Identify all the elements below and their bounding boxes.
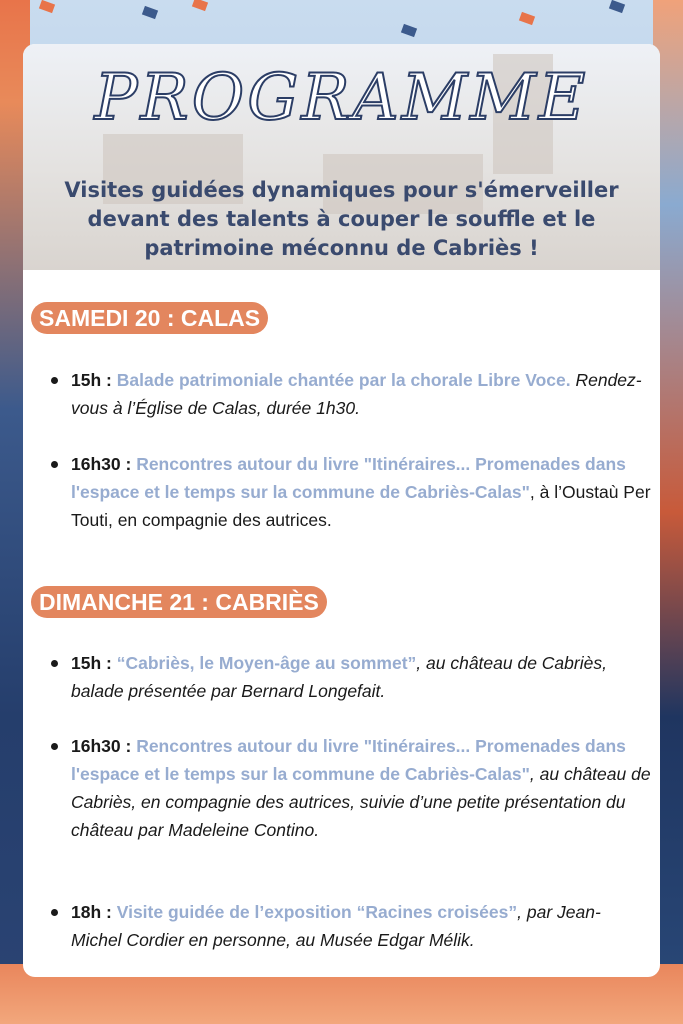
- confetti-shape: [39, 0, 55, 13]
- event-title-link[interactable]: Balade patrimoniale chantée par la chorale Libre Voce.: [116, 370, 571, 390]
- bullet-icon: [51, 377, 58, 384]
- hero-banner: [23, 44, 660, 270]
- event-detail: Rendez-vous à l’Église de Calas, durée 1h30.: [71, 370, 642, 418]
- event-detail: , au château de Cabriès, en compagnie des autrices, suivie d’une petite présentation du château par Madeleine Contino.: [71, 764, 651, 840]
- confetti-shape: [401, 24, 417, 37]
- day-badge-saturday: SAMEDI 20 : CALAS: [31, 302, 268, 334]
- event-time: 15h :: [71, 370, 112, 390]
- event-time: 18h :: [71, 902, 112, 922]
- bullet-icon: [51, 461, 58, 468]
- programme-card: [23, 44, 660, 977]
- event-title-link[interactable]: Rencontres autour du livre "Itinéraires... Promenades dans l'espace et le temps sur la commune de Cabriès-Calas": [71, 736, 626, 784]
- confetti-shape: [609, 0, 625, 13]
- event-title-link[interactable]: Rencontres autour du livre "Itinéraires... Promenades dans l'espace et le temps sur la commune de Cabriès-Calas": [71, 454, 626, 502]
- event-item: [71, 366, 651, 422]
- event-detail: , à l’Oustaù Per Touti, en compagnie des autrices.: [71, 482, 651, 530]
- event-time: 15h :: [71, 653, 112, 673]
- page-title: PROGRAMME: [94, 61, 589, 135]
- bullet-icon: [51, 909, 58, 916]
- day-badge-sunday: DIMANCHE 21 : CABRIÈS: [31, 586, 327, 618]
- bullet-icon: [51, 660, 58, 667]
- event-item: [71, 649, 651, 705]
- bullet-icon: [51, 743, 58, 750]
- event-item: [71, 898, 651, 954]
- event-title-link[interactable]: Visite guidée de l’exposition “Racines croisées”: [116, 902, 518, 922]
- event-detail: , au château de Cabriès, balade présentée par Bernard Longefait.: [71, 653, 607, 701]
- confetti-shape: [192, 0, 208, 11]
- confetti-shape: [142, 6, 158, 19]
- confetti-shape: [519, 12, 535, 25]
- event-item: [71, 732, 651, 844]
- page-subtitle: Visites guidées dynamiques pour s'émerveiller devant des talents à couper le souffle et le patrimoine méconnu de Cabriès !: [64, 178, 619, 260]
- event-time: 16h30 :: [71, 454, 132, 474]
- event-title-link[interactable]: “Cabriès, le Moyen-âge au sommet”: [116, 653, 417, 673]
- event-detail: , par Jean-Michel Cordier en personne, au Musée Edgar Mélik.: [71, 902, 601, 950]
- event-time: 16h30 :: [71, 736, 132, 756]
- event-item: [71, 450, 651, 534]
